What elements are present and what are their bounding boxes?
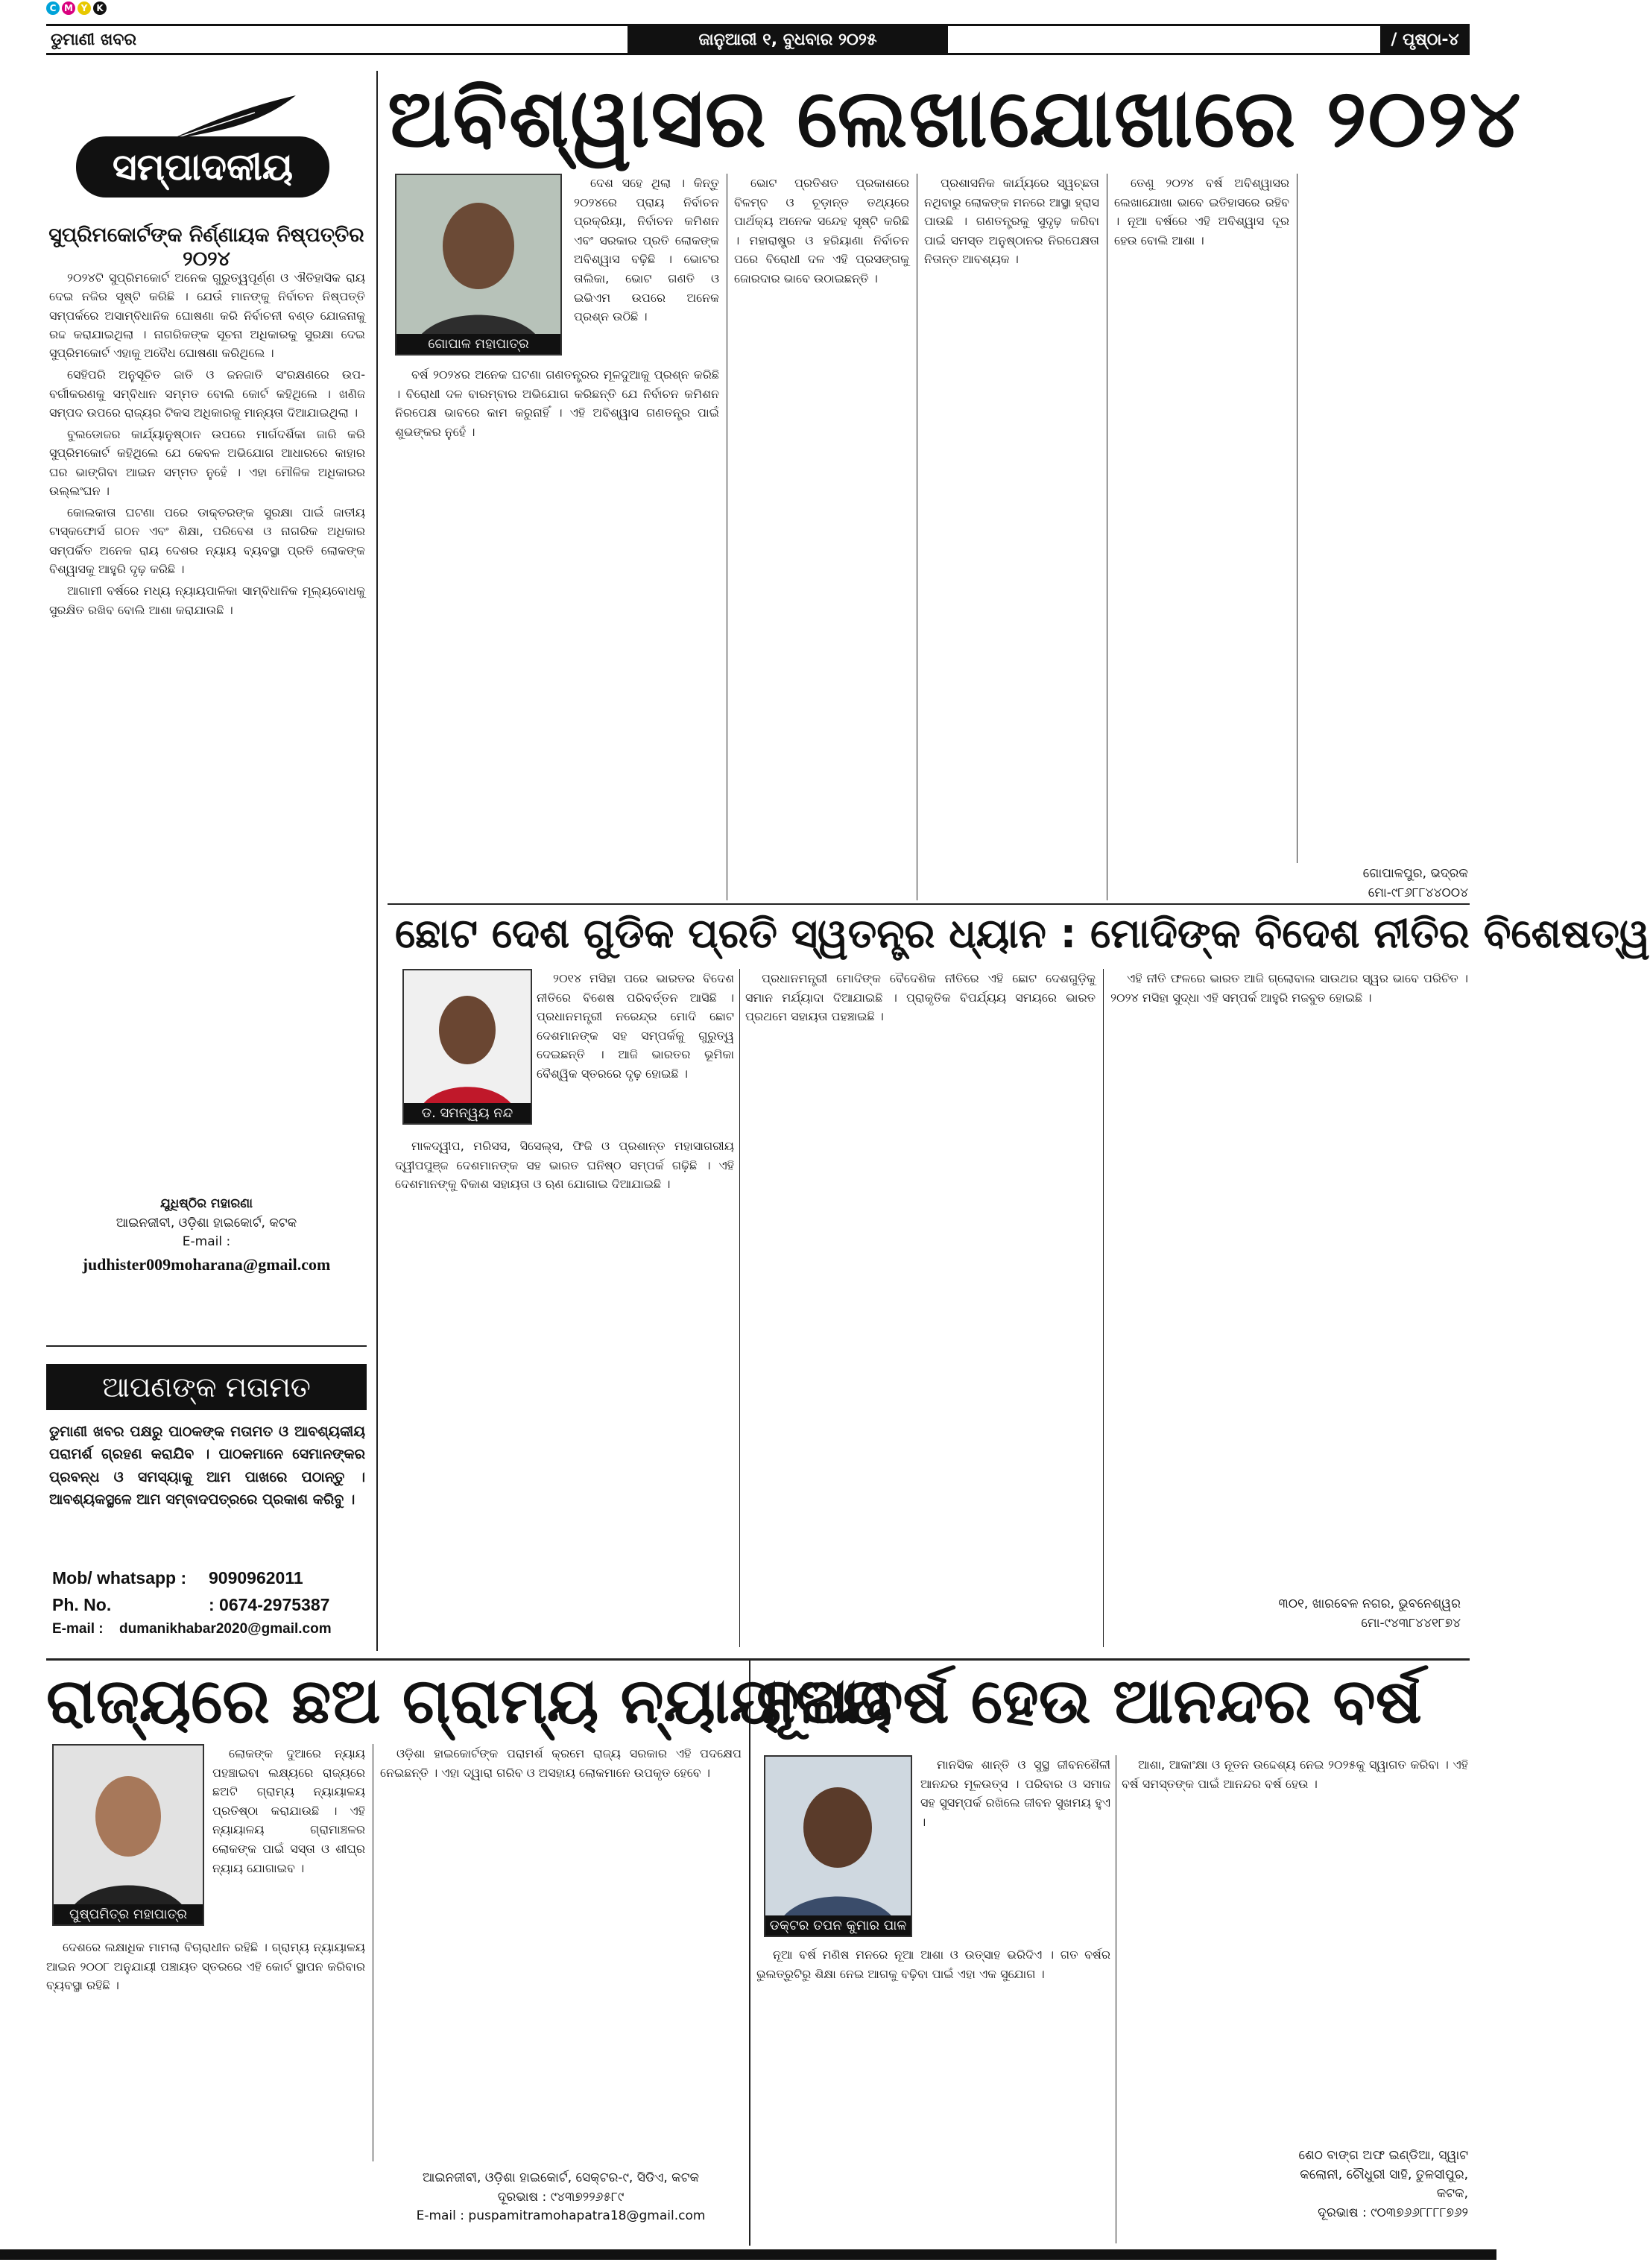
article1-text: ବର୍ଷ ୨୦୨୪ର ଅନେକ ଘଟଣା ଗଣତନ୍ତ୍ରର ମୂଳଦୁଆକୁ ପ୍ରଶ୍ନ କରିଛି । ବିରୋଧୀ ଦଳ ବାରମ୍ବାର ଅଭିଯୋଗ କରିଛନ୍ତି ଯେ ନିର୍ବାଚନ କମିଶନ ନିରପେକ୍ଷ ଭାବରେ କାମ କରୁନାହିଁ । ଏହି ଅବିଶ୍ୱାସ ଗଣତନ୍ତ୍ର ପାଇଁ ଶୁଭଙ୍କର ନୁହେଁ । [395,367,719,439]
column-divider [1103,969,1104,1647]
editorial-email-label: E-mail : [182,1234,231,1249]
article1-column [1114,174,1289,897]
contact-email[interactable]: dumanikhabar2020@gmail.com [119,1621,332,1637]
footer-bar [0,2249,1496,2260]
article3-byline [380,2169,742,2226]
article1-byline [1282,865,1468,903]
article4-column [1122,1755,1468,2128]
mobile-label: Mob/ whatsapp : [52,1568,187,1588]
portrait-image [54,1746,203,1924]
section-divider [46,1658,1470,1661]
article4-byline-address: ଶେଠ ବାଙ୍ଗ ଅଫ ଇଣ୍ଡିଆ, ସ୍ୱାଟ କଲୋନୀ, ଚୌଧୁରୀ ସାହି, ତୁଳସୀପୁର, କଟକ, [1298,2148,1468,2201]
editorial-paragraph: ସେହିପରି ଅନୁସୂଚିତ ଜାତି ଓ ଜନଜାତି ସଂରକ୍ଷଣରେ ଉପ-ବର୍ଗୀକରଣକୁ ସମ୍ବିଧାନ ସମ୍ମତ ବୋଲି କୋର୍ଟ କହିଥିଲେ । ଖଣିଜ ସମ୍ପଦ ଉପରେ ରାଜ୍ୟର ଟିକସ ଅଧିକାରକୁ ମାନ୍ୟତା ଦିଆଯାଇଥିଲା । [49,367,365,420]
editorial-author-role: ଆଇନଜୀବୀ, ଓଡ଼ିଶା ହାଇକୋର୍ଟ, କଟକ [116,1215,297,1231]
opinion-title: ଆପଣଙ୍କ ମତାମତ [46,1364,367,1410]
article3-author-photo [52,1744,204,1926]
article1-text: ଭୋଟ ପ୍ରତିଶତ ପ୍ରକାଶରେ ବିଳମ୍ବ ଓ ଚୂଡ଼ାନ୍ତ ତଥ୍ୟରେ ପାର୍ଥକ୍ୟ ଅନେକ ସନ୍ଦେହ ସୃଷ୍ଟି କରିଛି । ମହାରାଷ୍ଟ୍ର ଓ ହରିୟାଣା ନିର୍ବାଚନ ପରେ ବିରୋଧୀ ଦଳ ଏହି ପ୍ରସଙ୍ଗକୁ ଜୋରଦାର ଭାବେ ଉଠାଇଛନ୍ତି । [734,176,909,285]
article1-text: ପ୍ରଶାସନିକ କାର୍ଯ୍ୟରେ ସ୍ୱଚ୍ଛତା ନଥିବାରୁ ଲୋକଙ୍କ ମନରେ ଆସ୍ଥା ହ୍ରାସ ପାଉଛି । ଗଣତନ୍ତ୍ରକୁ ସୁଦୃଢ଼ କରିବା ପାଇଁ ସମସ୍ତ ଅନୁଷ୍ଠାନର ନିରପେକ୍ଷତା ନିତାନ୍ତ ଆବଶ୍ୟକ । [924,176,1099,267]
article3-text: ଲୋକଙ୍କ ଦୁଆରେ ନ୍ୟାୟ ପହଞ୍ଚାଇବା ଲକ୍ଷ୍ୟରେ ରାଜ୍ୟରେ ଛଅଟି ଗ୍ରାମ୍ୟ ନ୍ୟାୟାଳୟ ପ୍ରତିଷ୍ଠା କରାଯାଉଛି । ଏହି ନ୍ୟାୟାଳୟ ଗ୍ରାମାଞ୍ଚଳର ଲୋକଙ୍କ ପାଇଁ ସସ୍ତା ଓ ଶୀଘ୍ର ନ୍ୟାୟ ଯୋଗାଇବ । [212,1746,365,1875]
email-label: E-mail : [52,1621,104,1637]
editorial-column [46,71,367,1338]
masthead-bar [46,24,1470,55]
article1-column [395,365,719,898]
editorial-signature [46,1195,367,1277]
article4-byline [1282,2147,1468,2223]
article1-column [734,174,909,897]
editorial-paragraph: ଆଗାମୀ ବର୍ଷରେ ମଧ୍ୟ ନ୍ୟାୟପାଳିକା ସାମ୍ବିଧାନିକ ମୂଲ୍ୟବୋଧକୁ ସୁରକ୍ଷିତ ରଖିବ ବୋଲି ଆଶା କରାଯାଉଛି । [49,584,365,617]
article1-headline: ଅବିଶ୍ୱାସର ଲେଖାଯୋଖାରେ ୨୦୨୪ [388,72,1523,165]
article1-text: ଦେଶ ସହେ ଥିଲା । କିନ୍ତୁ ୨୦୨୪ରେ ପ୍ରାୟ ନିର୍ବାଚନ ପ୍ରକ୍ରିୟା, ନିର୍ବାଚନ କମିଶନ ଏବଂ ସରକାର ପ୍ରତି ଲୋକଙ୍କ ଅବିଶ୍ୱାସ ବଢ଼ିଛି । ଭୋଟର ତାଲିକା, ଭୋଟ ଗଣତି ଓ ଇଭିଏମ ଉପରେ ଅନେକ ପ୍ରଶ୍ନ ଉଠିଛି । [574,176,719,324]
article4-text: ଆଶା, ଆକାଂକ୍ଷା ଓ ନୂତନ ଉଦ୍ଦେଶ୍ୟ ନେଇ ୨୦୨୫କୁ ସ୍ୱାଗତ କରିବା । ଏହି ବର୍ଷ ସମସ୍ତଙ୍କ ପାଇଁ ଆନନ୍ଦର ବର୍ଷ ହେଉ । [1122,1757,1468,1791]
article-divider [388,903,1470,905]
article3-email[interactable]: puspamitramohapatra18@gmail.com [468,2208,706,2223]
divider [46,1345,367,1347]
mobile-row [52,1565,365,1592]
article2-column [537,969,734,1129]
article3-column [46,1938,365,2243]
article4-column [756,1945,1110,2243]
article1-column [924,174,1099,897]
article2-byline-place: ୩୦୧, ଖାରବେଳ ନଗର, ଭୁବନେଶ୍ୱର [1278,1596,1461,1611]
article3-email-label: E-mail : [416,2208,465,2223]
article4-headline: ନୂଆବର୍ଷ ହେଉ ଆନନ୍ଦର ବର୍ଷ [756,1664,1422,1737]
article1-text: ତେଣୁ ୨୦୨୪ ବର୍ଷ ଅବିଶ୍ୱାସର ଲେଖାଯୋଖା ଭାବେ ଇତିହାସରେ ରହିବ । ନୂଆ ବର୍ଷରେ ଏହି ଅବିଶ୍ୱାସ ଦୂର ହେଉ ବୋଲି ଆଶା । [1114,176,1289,247]
editorial-paragraph: କୋଲକାତା ଘଟଣା ପରେ ଡାକ୍ତରଙ୍କ ସୁରକ୍ଷା ପାଇଁ ଜାତୀୟ ଟାସ୍କଫୋର୍ସ ଗଠନ ଏବଂ ଶିକ୍ଷା, ପରିବେଶ ଓ ନାଗରିକ ଅଧିକାର ସମ୍ପର୍କିତ ଅନେକ ରାୟ ଦେଶର ନ୍ୟାୟ ବ୍ୟବସ୍ଥା ପ୍ରତି ଲୋକଙ୍କ ବିଶ୍ୱାସକୁ ଆହୁରି ଦୃଢ଼ କରିଛି । [49,505,365,576]
article1-author-caption: ଗୋପାଳ ମହାପାତ୍ର [396,334,560,354]
editorial-label: ସମ୍ପାଦକୀୟ [76,136,329,198]
editorial-author: ଯୁଧିଷ୍ଠିର ମହାରଣା [159,1196,253,1211]
article3-column [212,1744,365,1930]
portrait-image [396,175,560,354]
article2-headline: ଛୋଟ ଦେଶ ଗୁଡିକ ପ୍ରତି ସ୍ୱତନ୍ତ୍ର ଧ୍ୟାନ : ମୋଦିଙ୍କ ବିଦେଶ ନୀତିର ବିଶେଷତ୍ୱ [395,910,1650,957]
editorial-paragraph: ୨୦୨୪ଟି ସୁପ୍ରିମକୋର୍ଟ ଅନେକ ଗୁରୁତ୍ୱପୂର୍ଣ୍ଣ ଓ ଐତିହାସିକ ରାୟ ଦେଇ ନଜିର ସୃଷ୍ଟି କରିଛି । ଯେଉଁ ମାନଙ୍କୁ ନିର୍ବାଚନ ନିଷ୍ପତ୍ତି ସମ୍ପର୍କରେ ଅସାମ୍ବିଧାନିକ ଘୋଷଣା କରି ନିର୍ବାଚନୀ ବଣ୍ଡ ଯୋଜନାକୁ ରଦ୍ଦ କରାଯାଇଥିଲା । ନାଗରିକଙ୍କ ସୂଚନା ଅଧିକାରକୁ ସୁରକ୍ଷା ଦେଇ ସୁପ୍ରିମକୋର୍ଟ ଏହାକୁ ଅବୈଧ ଘୋଷଣା କରିଥିଲେ । [49,271,365,361]
opinion-contact [52,1565,365,1640]
editorial-title [76,92,329,203]
article3-column [380,1744,742,2161]
column-divider [749,1661,750,2246]
editorial-body [49,268,365,622]
article3-byline-address: ଆଇନଜୀବୀ, ଓଡ଼ିଶା ହାଇକୋର୍ଟ, ସେକ୍ଟର-୯, ସିଡିଏ, କଟକ [422,2170,700,2185]
article2-byline [1118,1595,1461,1633]
article1-author-photo [395,174,562,356]
article4-column [920,1755,1110,1942]
article1-column [574,174,719,382]
article2-author-photo [402,969,532,1125]
article3-headline: ରାଜ୍ୟରେ ଛଅ ଗ୍ରାମ୍ୟ ନ୍ୟାୟାଳୟ [46,1664,893,1737]
article4-author-photo [764,1755,912,1937]
column-divider [376,71,378,1651]
cmyk-registration-marks: C M Y K [46,1,107,15]
issue-date: ଜାନୁଆରୀ ୧, ବୁଧବାର ୨୦୨୫ [628,26,948,53]
article3-text: ଦେଶରେ ଲକ୍ଷାଧିକ ମାମଲା ବିଚାରାଧୀନ ରହିଛି । ଗ୍ରାମ୍ୟ ନ୍ୟାୟାଳୟ ଆଇନ ୨୦୦୮ ଅନୁଯାୟୀ ପଞ୍ଚାୟତ ସ୍ତରରେ ଏହି କୋର୍ଟ ସ୍ଥାପନ କରିବାର ବ୍ୟବସ୍ଥା ରହିଛି । [46,1940,365,1993]
article2-text: ମାଳଦ୍ୱୀପ, ମରିସସ, ସିସେଲ୍ସ, ଫିଜି ଓ ପ୍ରଶାନ୍ତ ମହାସାଗରୀୟ ଦ୍ୱୀପପୁଞ୍ଜ ଦେଶମାନଙ୍କ ସହ ଭାରତ ଘନିଷ୍ଠ ସମ୍ପର୍କ ଗଢ଼ିଛି । ଏହି ଦେଶମାନଙ୍କୁ ବିକାଶ ସହାୟତା ଓ ଋଣ ଯୋଗାଇ ଦିଆଯାଇଛି । [395,1139,734,1192]
mobile-number[interactable]: 9090962011 [209,1568,303,1588]
column-divider [739,969,740,1647]
paper-name: ଡୁମାଣୀ ଖବର [51,30,136,49]
article2-author-caption: ଡ. ସମନ୍ୱୟ ନନ୍ଦ [404,1103,531,1123]
portrait-image [765,1757,911,1936]
article2-column [395,1137,734,1647]
article4-byline-phone: ଦୂରଭାଷ : ୯୦୩୭୬୬୮୮୮୮୭୬୨ [1318,2205,1468,2220]
article2-text: ୨୦୧୪ ମସିହା ପରେ ଭାରତର ବିଦେଶ ନୀତିରେ ବିଶେଷ ପରିବର୍ତ୍ତନ ଆସିଛି । ପ୍ରଧାନମନ୍ତ୍ରୀ ନରେନ୍ଦ୍ର ମୋଦି ଛୋଟ ଦେଶମାନଙ୍କ ସହ ସମ୍ପର୍କକୁ ଗୁରୁତ୍ୱ ଦେଇଛନ୍ତି । ଆଜି ଭାରତର ଭୂମିକା ବୈଶ୍ୱିକ ସ୍ତରରେ ଦୃଢ଼ ହୋଇଛି । [537,971,734,1081]
phone-label: Ph. No. [52,1594,112,1614]
article2-column [745,969,1096,1647]
article2-column [1110,969,1468,1580]
article1-byline-place: ଗୋପାଳପୁର, ଭଦ୍ରକ [1362,866,1468,881]
article2-text: ଏହି ନୀତି ଫଳରେ ଭାରତ ଆଜି ଗ୍ଲୋବାଲ ସାଉଥର ସ୍ୱର ଭାବେ ପରିଚିତ । ୨୦୨୪ ମସିହା ସୁଦ୍ଧା ଏହି ସମ୍ପର୍କ ଆହୁରି ମଜବୁତ ହୋଇଛି । [1110,971,1468,1005]
article2-text: ପ୍ରଧାନମନ୍ତ୍ରୀ ମୋଦିଙ୍କ ବୈଦେଶିକ ନୀତିରେ ଏହି ଛୋଟ ଦେଶଗୁଡ଼ିକୁ ସମାନ ମର୍ଯ୍ୟାଦା ଦିଆଯାଇଛି । ପ୍ରାକୃତିକ ବିପର୍ଯ୍ୟୟ ସମୟରେ ଭାରତ ପ୍ରଥମେ ସହାୟତା ପହଞ୍ଚାଇଛି । [745,971,1096,1024]
article3-byline-phone: ଦୂରଭାଷ : ୯୪୩୭୨୨୬୫୮୯ [497,2189,625,2205]
phone-number[interactable]: : 0674-2975387 [209,1594,330,1614]
email-row [52,1618,365,1640]
article3-email-row [380,2207,742,2226]
article3-author-caption: ପୁଷ୍ପମିତ୍ର ମହାପାତ୍ର [54,1904,203,1924]
phone-row [52,1592,365,1619]
article3-text: ଓଡ଼ିଶା ହାଇକୋର୍ଟଙ୍କ ପରାମର୍ଶ କ୍ରମେ ରାଜ୍ୟ ସରକାର ଏହି ପଦକ୍ଷେପ ନେଇଛନ୍ତି । ଏହା ଦ୍ୱାରା ଗରିବ ଓ ଅସହାୟ ଲୋକମାନେ ଉପକୃତ ହେବେ । [380,1746,742,1780]
article2-byline-phone: ମୋ-୯୪୩୮୪୪୧୮୭୪ [1361,1615,1461,1631]
opinion-body: ଡୁମାଣୀ ଖବର ପକ୍ଷରୁ ପାଠକଙ୍କ ମତାମତ ଓ ଆବଶ୍ୟକୀୟ ପରାମର୍ଶ ଗ୍ରହଣ କରାଯିବ । ପାଠକମାନେ ସେମାନଙ୍କର ପ୍ରବନ୍ଧ ଓ ସମସ୍ୟାକୁ ଆମ ପାଖରେ ପଠାନ୍ତୁ । ଆବଶ୍ୟକସ୍ଥଳେ ଆମ ସମ୍ବାଦପତ୍ରରେ ପ୍ରକାଶ କରିବୁ । [49,1424,365,1509]
article4-author-caption: ଡକ୍ଟର ତପନ କୁମାର ପାଳ [765,1915,911,1936]
portrait-image [404,970,531,1123]
editorial-paragraph: ବୁଲଡୋଜର କାର୍ଯ୍ୟାନୁଷ୍ଠାନ ଉପରେ ମାର୍ଗଦର୍ଶିକା ଜାରି କରି ସୁପ୍ରିମକୋର୍ଟ କହିଥିଲେ ଯେ କେବଳ ଅଭିଯୋଗ ଆଧାରରେ କାହାର ଘର ଭାଙ୍ଗିବା ଆଇନ ସମ୍ମତ ନୁହେଁ । ଏହା ମୌଳିକ ଅଧିକାରର ଉଲ୍ଲଂଘନ । [49,427,365,498]
editorial-email[interactable]: judhister009moharana@gmail.com [82,1254,331,1274]
article4-text: ନୂଆ ବର୍ଷ ମଣିଷ ମନରେ ନୂଆ ଆଶା ଓ ଉତ୍ସାହ ଭରିଦିଏ । ଗତ ବର୍ଷର ଭୁଲତ୍ରୁଟିରୁ ଶିକ୍ଷା ନେଇ ଆଗକୁ ବଢ଼ିବା ପାଇଁ ଏହା ଏକ ସୁଯୋଗ । [756,1948,1110,1981]
article4-text: ମାନସିକ ଶାନ୍ତି ଓ ସୁସ୍ଥ ଜୀବନଶୈଳୀ ଆନନ୍ଦର ମୂଳଉତ୍ସ । ପରିବାର ଓ ସମାଜ ସହ ସୁସମ୍ପର୍କ ରଖିଲେ ଜୀବନ ସୁଖମୟ ହୁଏ । [920,1757,1110,1829]
article1-byline-phone: ମୋ-୯୮୬୮୮୪୪୦୦୪ [1368,885,1468,900]
editorial-headline: ସୁପ୍ରିମକୋର୍ଟଙ୍କ ନିର୍ଣ୍ଣାୟକ ନିଷ୍ପତ୍ତିର ୨୦୨୪ [48,224,364,271]
page-number: / ପୃଷ୍ଠା-୪ [1380,26,1470,53]
